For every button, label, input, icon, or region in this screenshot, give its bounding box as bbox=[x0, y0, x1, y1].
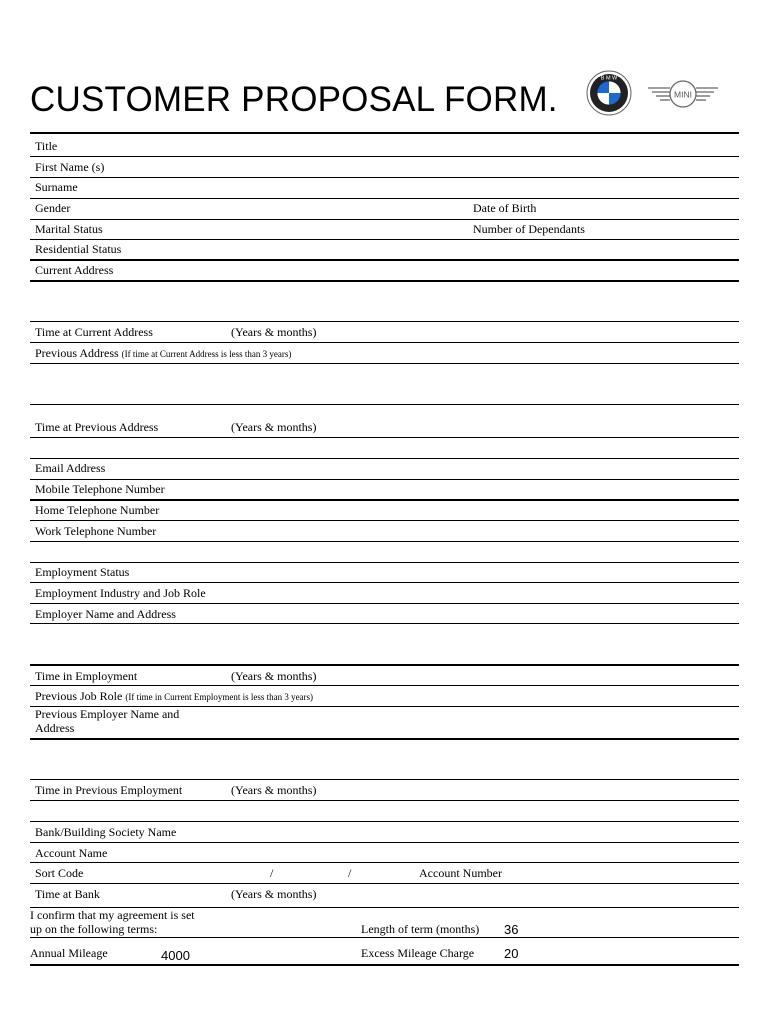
annual-mileage-value[interactable]: 4000 bbox=[161, 948, 190, 963]
time-prev-employment-label: Time in Previous Employment bbox=[35, 783, 183, 797]
surname-label: Surname bbox=[35, 180, 78, 194]
confirm-text-line1: I confirm that my agreement is set bbox=[30, 908, 195, 922]
years-months-note: (Years & months) bbox=[231, 887, 317, 901]
time-current-address-label: Time at Current Address bbox=[35, 325, 153, 339]
previous-job-role-label bbox=[35, 689, 313, 704]
dob-label: Date of Birth bbox=[473, 201, 537, 215]
gender-label: Gender bbox=[35, 201, 71, 215]
row-divider bbox=[30, 582, 739, 583]
row-divider bbox=[30, 363, 739, 364]
work-phone-label: Work Telephone Number bbox=[35, 524, 157, 538]
sort-code-label: Sort Code bbox=[35, 866, 84, 880]
table-top-rule bbox=[30, 132, 739, 134]
row-divider bbox=[30, 520, 739, 521]
row-divider bbox=[30, 259, 739, 261]
employment-industry-label: Employment Industry and Job Role bbox=[35, 586, 206, 600]
row-divider bbox=[30, 479, 739, 480]
confirm-text-line2: up on the following terms: bbox=[30, 922, 158, 936]
previous-address-note: (If time at Current Address is less than 3 years) bbox=[121, 349, 292, 359]
row-divider bbox=[30, 685, 739, 686]
previous-job-role-text: Previous Job Role bbox=[35, 689, 123, 703]
dependants-label: Number of Dependants bbox=[473, 222, 585, 236]
row-divider bbox=[30, 821, 739, 822]
row-divider bbox=[30, 562, 739, 563]
first-name-label: First Name (s) bbox=[35, 160, 105, 174]
row-divider bbox=[30, 280, 739, 282]
home-phone-label: Home Telephone Number bbox=[35, 503, 160, 517]
current-address-label: Current Address bbox=[35, 263, 114, 277]
row-divider bbox=[30, 937, 739, 938]
excess-mileage-label: Excess Mileage Charge bbox=[361, 946, 475, 960]
employment-status-label: Employment Status bbox=[35, 565, 130, 579]
time-previous-address-label: Time at Previous Address bbox=[35, 420, 159, 434]
previous-job-role-note: (If time in Current Employment is less than 3 years) bbox=[125, 692, 314, 702]
sort-code-separator: / bbox=[348, 866, 352, 880]
residential-status-label: Residential Status bbox=[35, 242, 122, 256]
row-divider bbox=[30, 321, 739, 322]
years-months-note: (Years & months) bbox=[231, 325, 317, 339]
row-divider bbox=[30, 623, 739, 624]
row-divider bbox=[30, 800, 739, 801]
mini-text: MINI bbox=[674, 89, 692, 100]
account-number-label: Account Number bbox=[419, 866, 502, 880]
row-divider bbox=[30, 156, 739, 157]
sort-code-separator: / bbox=[270, 866, 274, 880]
bmw-letters: B M W bbox=[600, 75, 618, 82]
account-name-label: Account Name bbox=[35, 846, 108, 860]
time-at-bank-label: Time at Bank bbox=[35, 887, 100, 901]
length-of-term-value[interactable]: 36 bbox=[504, 922, 519, 937]
row-divider bbox=[30, 198, 739, 199]
years-months-note: (Years & months) bbox=[231, 783, 317, 797]
row-divider bbox=[30, 862, 739, 863]
table-bottom-rule bbox=[30, 964, 739, 966]
row-divider bbox=[30, 219, 739, 220]
row-divider bbox=[30, 779, 739, 780]
previous-employer-label-line1: Previous Employer Name and bbox=[35, 707, 180, 721]
form-title: CUSTOMER PROPOSAL FORM. bbox=[30, 80, 558, 119]
mobile-label: Mobile Telephone Number bbox=[35, 482, 165, 496]
previous-address-text: Previous Address bbox=[35, 346, 119, 360]
row-divider bbox=[30, 664, 739, 666]
bank-name-label: Bank/Building Society Name bbox=[35, 825, 177, 839]
title-label: Title bbox=[35, 139, 58, 153]
row-divider bbox=[30, 404, 739, 405]
row-divider bbox=[30, 342, 739, 343]
row-divider bbox=[30, 437, 739, 438]
row-divider bbox=[30, 499, 739, 501]
previous-employer-label-line2: Address bbox=[35, 721, 75, 735]
years-months-note: (Years & months) bbox=[231, 669, 317, 683]
mini-wings-icon bbox=[646, 80, 720, 110]
email-label: Email Address bbox=[35, 461, 106, 475]
marital-status-label: Marital Status bbox=[35, 222, 103, 236]
previous-address-label bbox=[35, 346, 291, 361]
bmw-roundel-icon bbox=[586, 70, 632, 116]
row-divider bbox=[30, 239, 739, 240]
row-divider bbox=[30, 603, 739, 604]
row-divider bbox=[30, 738, 739, 740]
employer-name-label: Employer Name and Address bbox=[35, 607, 176, 621]
years-months-note: (Years & months) bbox=[231, 420, 317, 434]
row-divider bbox=[30, 842, 739, 843]
annual-mileage-label: Annual Mileage bbox=[30, 946, 108, 960]
excess-mileage-value[interactable]: 20 bbox=[504, 946, 519, 961]
length-of-term-label: Length of term (months) bbox=[361, 922, 480, 936]
row-divider bbox=[30, 883, 739, 884]
time-in-employment-label: Time in Employment bbox=[35, 669, 138, 683]
row-divider bbox=[30, 541, 739, 542]
row-divider bbox=[30, 177, 739, 178]
row-divider bbox=[30, 458, 739, 459]
